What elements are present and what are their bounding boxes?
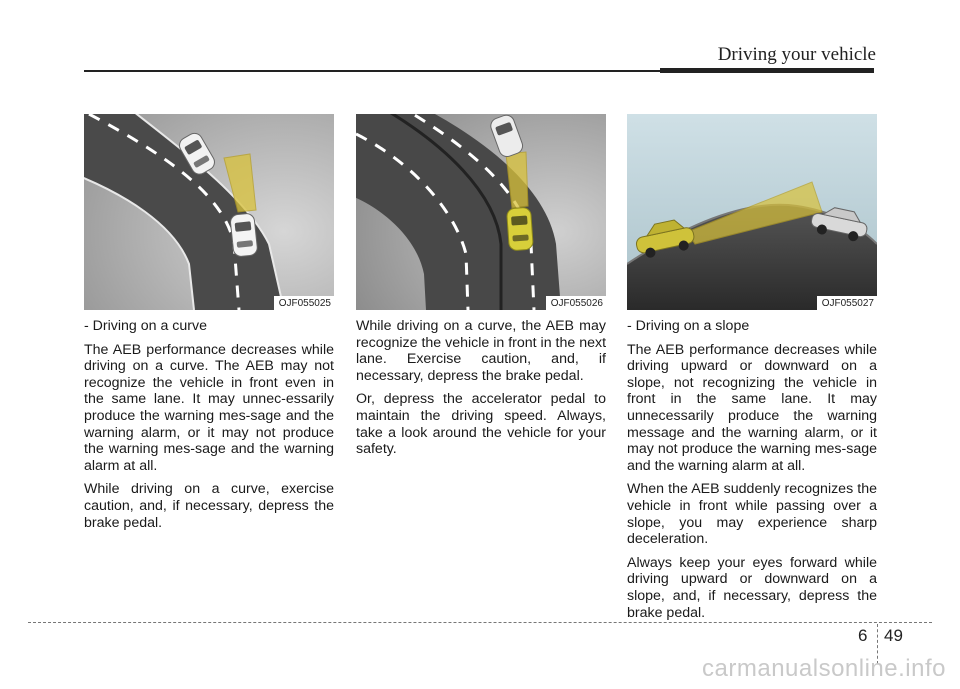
paragraph: Or, depress the accelerator pedal to maintain the driving speed. Always, take a look around the vehicle for your safety.	[356, 391, 606, 458]
column-curve-next-lane	[356, 114, 606, 465]
column-curve	[84, 114, 334, 538]
column-text	[84, 318, 334, 531]
curve-road-illustration	[84, 114, 334, 310]
figure-code: OJF055027	[817, 296, 877, 310]
column-text	[356, 318, 606, 458]
figure-slope	[627, 114, 877, 310]
figure-curve-next-lane	[356, 114, 606, 310]
section-heading: - Driving on a slope	[627, 318, 750, 334]
chapter-number: 6	[858, 626, 868, 645]
paragraph: The AEB performance decreases while driving on a curve. The AEB may not recognize the vehicle in front even in the same lane. It may unnec-essarily produce the warning mes-sage and the warning alarm, or it may not produce the warning mes-sage and the warning alarm at all.	[84, 341, 334, 474]
section-heading: - Driving on a curve	[84, 318, 208, 334]
paragraph: When the AEB suddenly recognizes the vehicle in front while passing over a slope, you may experience sharp deceleration.	[627, 481, 877, 548]
paragraph: While driving on a curve, exercise caution, and, if necessary, depress the brake pedal.	[84, 481, 334, 531]
header-rule-accent	[660, 68, 874, 73]
two-lane-curve-illustration	[356, 114, 606, 310]
page-number: 49	[884, 626, 903, 645]
paragraph: Always keep your eyes forward while driving upward or downward on a slope, and, if necessary, depress the brake pedal.	[627, 554, 877, 621]
figure-curve-same-lane	[84, 114, 334, 310]
column-slope	[627, 114, 877, 628]
figure-code: OJF055025	[274, 296, 334, 310]
figure-code: OJF055026	[546, 296, 606, 310]
slope-illustration	[627, 114, 877, 310]
column-text	[627, 318, 877, 621]
paragraph: The AEB performance decreases while driving upward or downward on a slope, not recognizing the vehicle in front in the same lane. It may unnecessarily produce the warning message and the warning alarm, or it may not produce the warning mes-sage and the warning alarm at all.	[627, 341, 877, 474]
running-header-title: Driving your vehicle	[717, 44, 876, 65]
watermark: carmanualsonline.info	[702, 655, 946, 682]
paragraph: While driving on a curve, the AEB may recognize the vehicle in front in the next lane. Exercise caution, and, if necessary, depress the brake pedal.	[356, 318, 607, 384]
footer-rule	[28, 622, 932, 623]
